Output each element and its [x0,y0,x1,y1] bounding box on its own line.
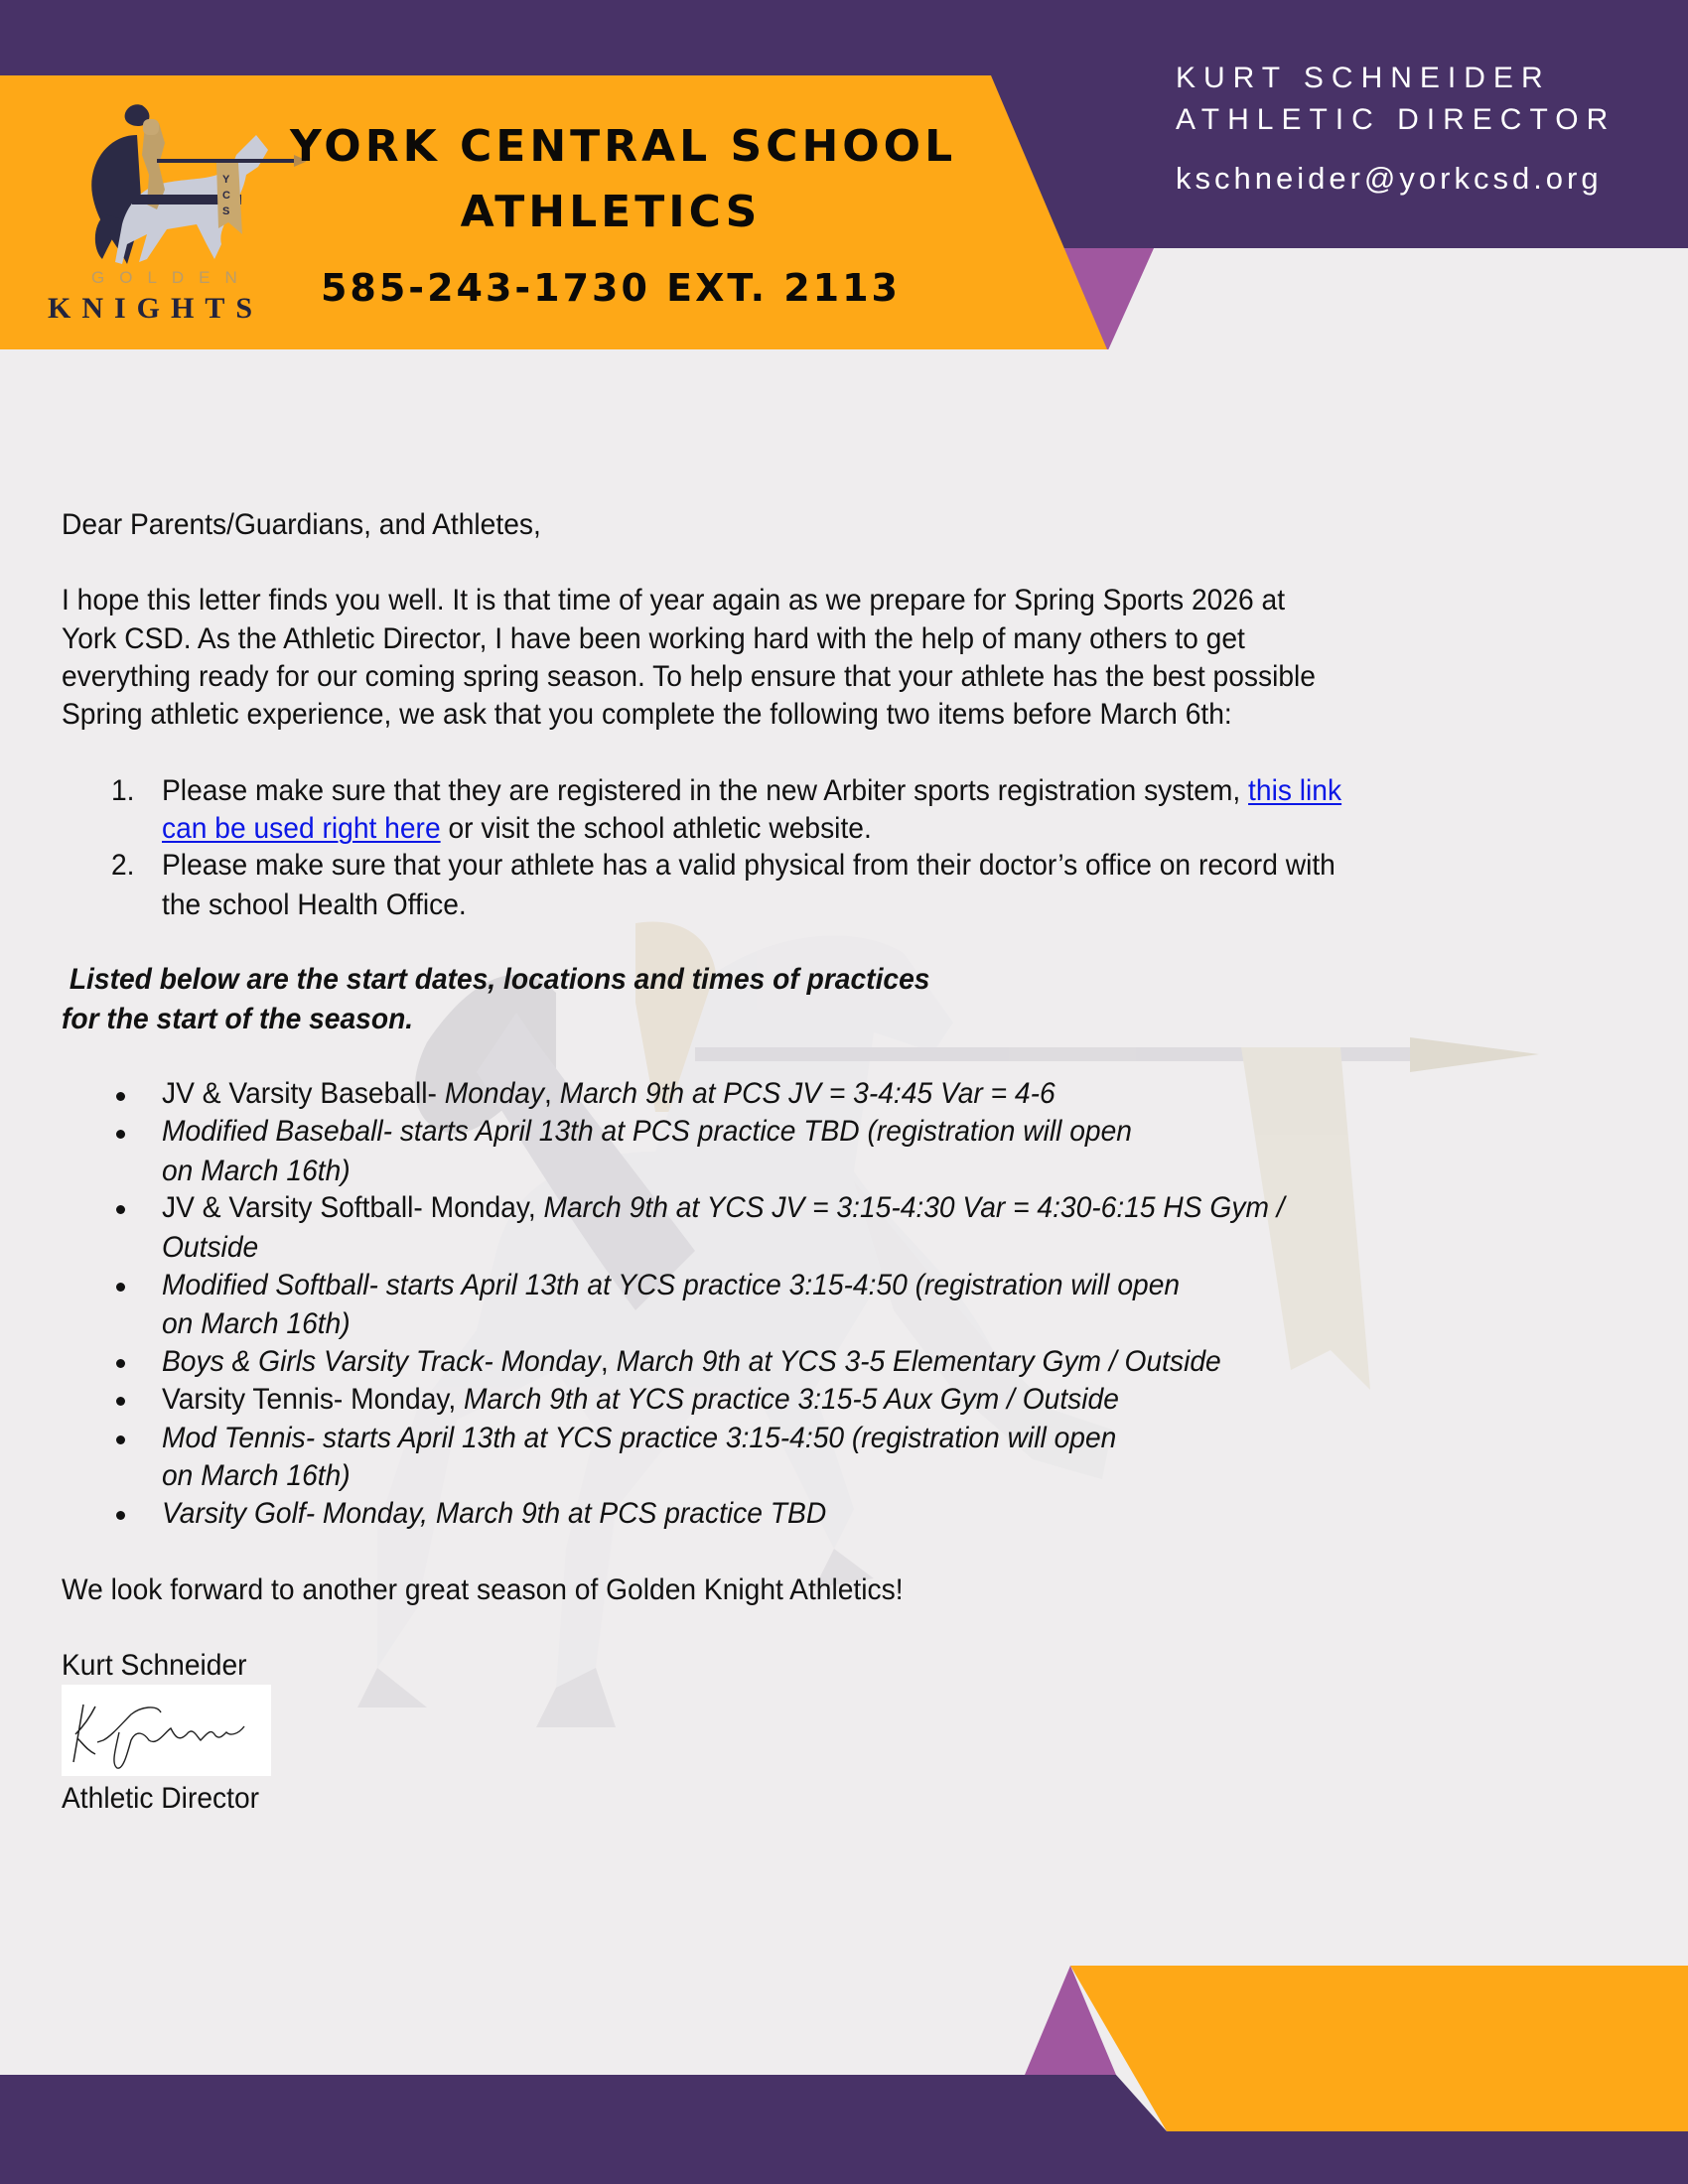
sport-name: JV & Varsity Softball- Monday, [162,1191,544,1224]
schedule-item-golf: Varsity Golf- Monday, March 9th at PCS practice TBD [162,1497,827,1530]
details: March 9th at PCS JV = 3-4:45 Var = 4-6 [559,1077,1055,1110]
numbered-item-2-line1: Please make sure that your athlete has a valid physical from their doctor’s office on record with [162,849,1336,882]
bullet-icon [116,1511,125,1520]
logo-knights-text: KNIGHTS [48,292,264,325]
intro-line-3: everything ready for our coming spring season. To help ensure that your athlete has the best possible [62,660,1316,693]
school-title-line2: ATHLETICS [460,187,762,237]
schedule-item-modified-softball-cont: on March 16th) [162,1307,351,1340]
day: Monday [444,1077,545,1110]
schedule-item-mod-tennis: Mod Tennis- starts April 13th at YCS practice 3:15-4:50 (registration will open [162,1422,1117,1454]
schedule-item-modified-baseball: Modified Baseball- starts April 13th at PCS practice TBD (registration will open [162,1115,1132,1148]
schedule-item-softball-cont: Outside [162,1231,259,1264]
sport-name: JV & Varsity Baseball- [162,1077,445,1110]
signature-image [62,1685,271,1776]
schedule-item-mod-tennis-cont: on March 16th) [162,1459,351,1492]
bullet-icon [116,1435,125,1444]
registration-link-part2[interactable]: can be used right here [162,812,441,845]
intro-line-4: Spring athletic experience, we ask that you complete the following two items before March 6th: [62,698,1232,731]
registration-link-part1[interactable]: this link [1248,774,1342,807]
schedule-heading-line1: Listed below are the start dates, locations and times of practices [62,963,930,996]
bullet-icon [116,1130,125,1139]
intro-line-2: York CSD. As the Athletic Director, I have been working hard with the help of many others to get [62,622,1245,655]
details: March 9th at YCS JV = 3:15-4:30 Var = 4:30-6:15 HS Gym / [543,1191,1285,1224]
numbered-item-1-line1 [162,772,1341,810]
schedule-heading-line2: for the start of the season. [62,1003,414,1035]
schedule-item-modified-baseball-cont: on March 16th) [162,1155,351,1187]
item1-text: Please make sure that they are registered in the new Arbiter sports registration system, [162,774,1249,807]
logo-banner-letter-y: Y [222,174,230,186]
details: March 9th at YCS 3-5 Elementary Gym / Outside [616,1345,1221,1378]
bullet-icon [116,1283,125,1292]
schedule-item-softball [162,1189,1285,1227]
logo-banner-letter-s: S [222,205,230,217]
list-number-2: 2. [111,849,135,882]
school-title-line1: YORK CENTRAL SCHOOL [290,121,957,172]
numbered-item-1-line2 [162,810,872,848]
greeting: Dear Parents/Guardians, and Athletes, [62,508,541,541]
schedule-item-baseball [162,1075,1055,1113]
details: March 9th at YCS practice 3:15-5 Aux Gym / Outside [464,1383,1119,1416]
bullet-icon [116,1205,125,1214]
schedule-item-varsity-tennis [162,1381,1119,1419]
numbered-item-2-line2: the school Health Office. [162,888,467,921]
logo-banner-letter-c: C [222,190,230,202]
intro-line-1: I hope this letter finds you well. It is that time of year again as we prepare for Spring Sports 2026 at [62,584,1286,616]
sport-name: Varsity Tennis- Monday, [162,1383,465,1416]
bullet-icon [116,1092,125,1101]
bullet-icon [116,1397,125,1406]
header-gap [0,349,1688,353]
knight-on-horse-logo-icon [48,95,306,274]
logo-golden-text: GOLDEN [91,268,252,287]
sep: , [600,1345,617,1378]
list-number-1: 1. [111,774,135,807]
bullet-icon [116,1359,125,1368]
contact-title: ATHLETIC DIRECTOR [1176,103,1617,136]
signer-title: Athletic Director [62,1782,260,1815]
contact-name: KURT SCHNEIDER [1176,62,1551,94]
contact-email[interactable]: kschneider@yorkcsd.org [1176,161,1603,196]
closing-line: We look forward to another great season of Golden Knight Athletics! [62,1573,904,1606]
item1-text-cont: or visit the school athletic website. [440,812,872,845]
signer-name: Kurt Schneider [62,1649,247,1682]
phone-number: 585-243-1730 EXT. 2113 [320,266,901,310]
sport-name: Boys & Girls Varsity Track- Monday [162,1345,601,1378]
handwritten-signature-icon [62,1685,271,1776]
schedule-item-track [162,1343,1221,1381]
sep: , [544,1077,560,1110]
schedule-item-modified-softball: Modified Softball- starts April 13th at YCS practice 3:15-4:50 (registration will open [162,1269,1181,1301]
